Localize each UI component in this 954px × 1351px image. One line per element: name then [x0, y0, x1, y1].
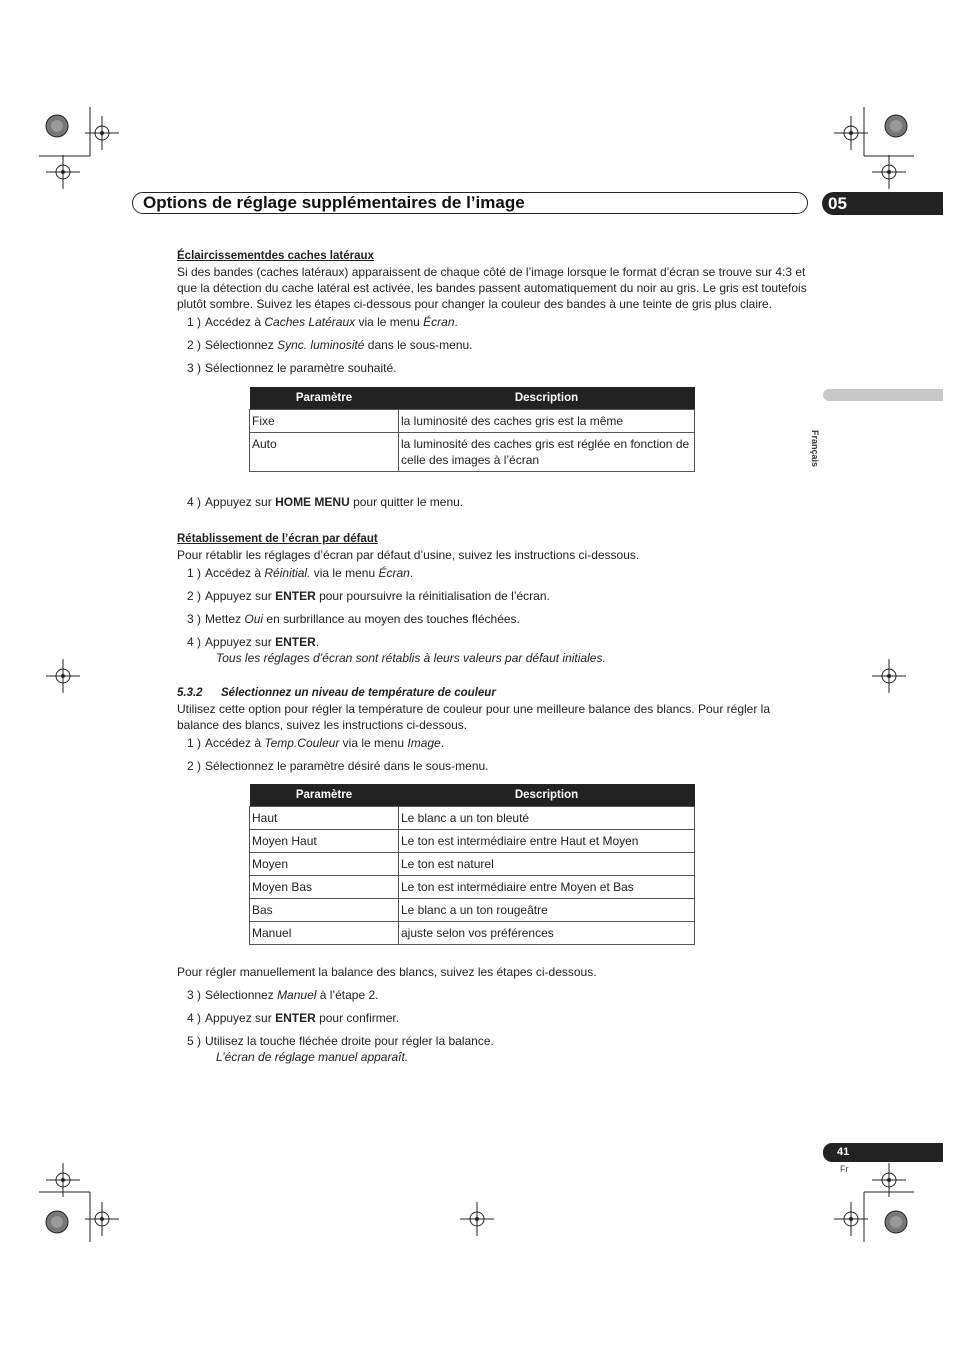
table-header-description: Description	[399, 387, 695, 410]
chapter-number: 05	[822, 192, 943, 215]
step-item: 3 ) Sélectionnez Manuel à l’étape 2.	[187, 988, 379, 1002]
step-item: 2 ) Appuyez sur ENTER pour poursuivre la réinitialisation de l’écran.	[187, 589, 550, 603]
step-item: 4 ) Appuyez sur ENTER. Tous les réglages d’écran sont rétablis à leurs valeurs par défaut initiales.	[187, 635, 606, 665]
section-intro: Utilisez cette option pour régler la température de couleur pour une meilleure balance des blancs. Pour régler la balance des blancs, suivez les instructions ci-dessous.	[177, 702, 770, 732]
section-heading-color-temperature: 5.3.2 Sélectionnez un niveau de température de couleur	[177, 687, 496, 699]
manual-balance-intro: Pour régler manuellement la balance des blancs, suivez les étapes ci-dessous.	[177, 965, 597, 979]
page-language-code: Fr	[840, 1164, 849, 1174]
step-item: 4 ) Appuyez sur ENTER pour confirmer.	[187, 1011, 400, 1025]
table-row: Auto la luminosité des caches gris est réglée en fonction de celle des images à l’écran	[250, 433, 695, 472]
table-header-parameter: Paramètre	[250, 387, 399, 410]
side-mask-parameter-table	[249, 387, 695, 472]
color-temperature-table	[249, 784, 695, 945]
table-row: Haut Le blanc a un ton bleuté	[250, 807, 695, 830]
table-row: Manuel ajuste selon vos préférences	[250, 922, 695, 945]
table-header-description: Description	[399, 784, 695, 807]
step-item: 1 ) Accédez à Réinitial. via le menu Écran.	[187, 566, 414, 580]
section-heading-side-masks: Éclaircissementdes caches latéraux	[177, 250, 374, 262]
table-row: Fixe la luminosité des caches gris est la même	[250, 410, 695, 433]
page-number: 41	[823, 1143, 943, 1162]
table-row: Moyen Haut Le ton est intermédiaire entre Haut et Moyen	[250, 830, 695, 853]
table-header-parameter: Paramètre	[250, 784, 399, 807]
table-row: Bas Le blanc a un ton rougeâtre	[250, 899, 695, 922]
step-item: 2 ) Sélectionnez le paramètre désiré dans le sous-menu.	[187, 759, 489, 773]
page-title: Options de réglage supplémentaires de l’image	[143, 193, 525, 212]
step-item: 3 ) Sélectionnez le paramètre souhaité.	[187, 361, 397, 375]
step-item: 1 ) Accédez à Caches Latéraux via le menu Écran.	[187, 315, 458, 329]
section-heading-reset-screen: Rétablissement de l’écran par défaut	[177, 533, 378, 545]
table-row: Moyen Bas Le ton est intermédiaire entre Moyen et Bas	[250, 876, 695, 899]
step-item: 4 ) Appuyez sur HOME MENU pour quitter le menu.	[187, 495, 464, 509]
step-item: 1 ) Accédez à Temp.Couleur via le menu Image.	[187, 736, 445, 750]
language-tab	[823, 389, 943, 401]
language-label: Français	[810, 430, 820, 468]
step-item: 5 ) Utilisez la touche fléchée droite pour régler la balance. L’écran de réglage manuel apparaît.	[187, 1034, 494, 1064]
step-item: 3 ) Mettez Oui en surbrillance au moyen des touches fléchées.	[187, 612, 520, 626]
table-row: Moyen Le ton est naturel	[250, 853, 695, 876]
section-intro: Pour rétablir les réglages d’écran par défaut d’usine, suivez les instructions ci-dessous.	[177, 548, 640, 562]
section-intro: Si des bandes (caches latéraux) apparaissent de chaque côté de l’image lorsque le format d’écran se trouve sur 4:3 et que la détection du cache latéral est activée, les bandes passent automatiquement du noir au gris. Le gris est toutefois plutôt sombre. Suivez les étapes ci-dessous pour changer la couleur des bandes à une teinte de gris plus claire.	[177, 265, 807, 311]
step-item: 2 ) Sélectionnez Sync. luminosité dans le sous-menu.	[187, 338, 473, 352]
main-content	[177, 248, 809, 1065]
